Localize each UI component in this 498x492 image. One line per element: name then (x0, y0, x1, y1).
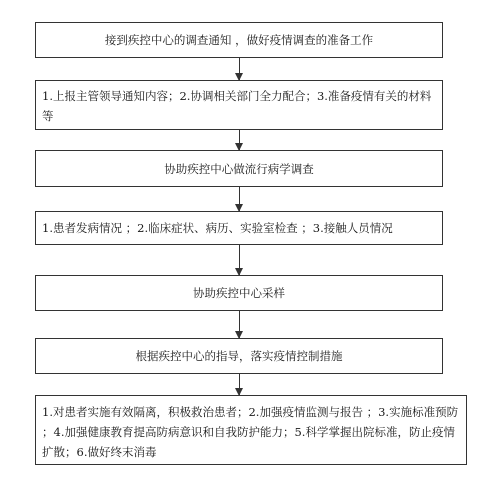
arrow-1 (239, 58, 240, 80)
step-7-text: 1.对患者实施有效隔离，积极救治患者；2.加强疫情监测与报告 ；3.实施标准预防 ；4.加强健康教育提高防病意识和自我防护能力；5.科学掌握出院标准，防止疫情扩散；6.做好终末消毒 (42, 405, 459, 459)
step-4-text: 1.患者发病情况 ；2.临床症状、病历、实验室检查 ；3.接触人员情况 (42, 221, 393, 235)
step-3-text: 协助疾控中心做流行病学调查 (164, 161, 314, 176)
step-6-box (35, 338, 443, 374)
step-4-box (35, 211, 443, 245)
step-5-text: 协助疾控中心采样 (193, 286, 285, 300)
step-6-text: 根据疾控中心的指导，落实疫情控制措施 (135, 349, 343, 363)
step-7-box (35, 395, 467, 465)
step-2-box (35, 80, 443, 130)
step-5-box (35, 275, 443, 311)
step-2-text: 1.上报主管领导通知内容；2.协调相关部门全力配合；3.准备疫情有关的材料等 (42, 89, 432, 123)
arrow-3 (239, 187, 240, 211)
arrow-4 (239, 245, 240, 275)
arrow-2 (239, 130, 240, 150)
step-1-text: 接到疾控中心的调查通知 ，做好疫情调查的准备工作 (104, 33, 374, 47)
arrow-6 (239, 374, 240, 395)
step-3-box (35, 150, 443, 187)
arrow-5 (239, 311, 240, 338)
step-1-box (35, 22, 443, 58)
